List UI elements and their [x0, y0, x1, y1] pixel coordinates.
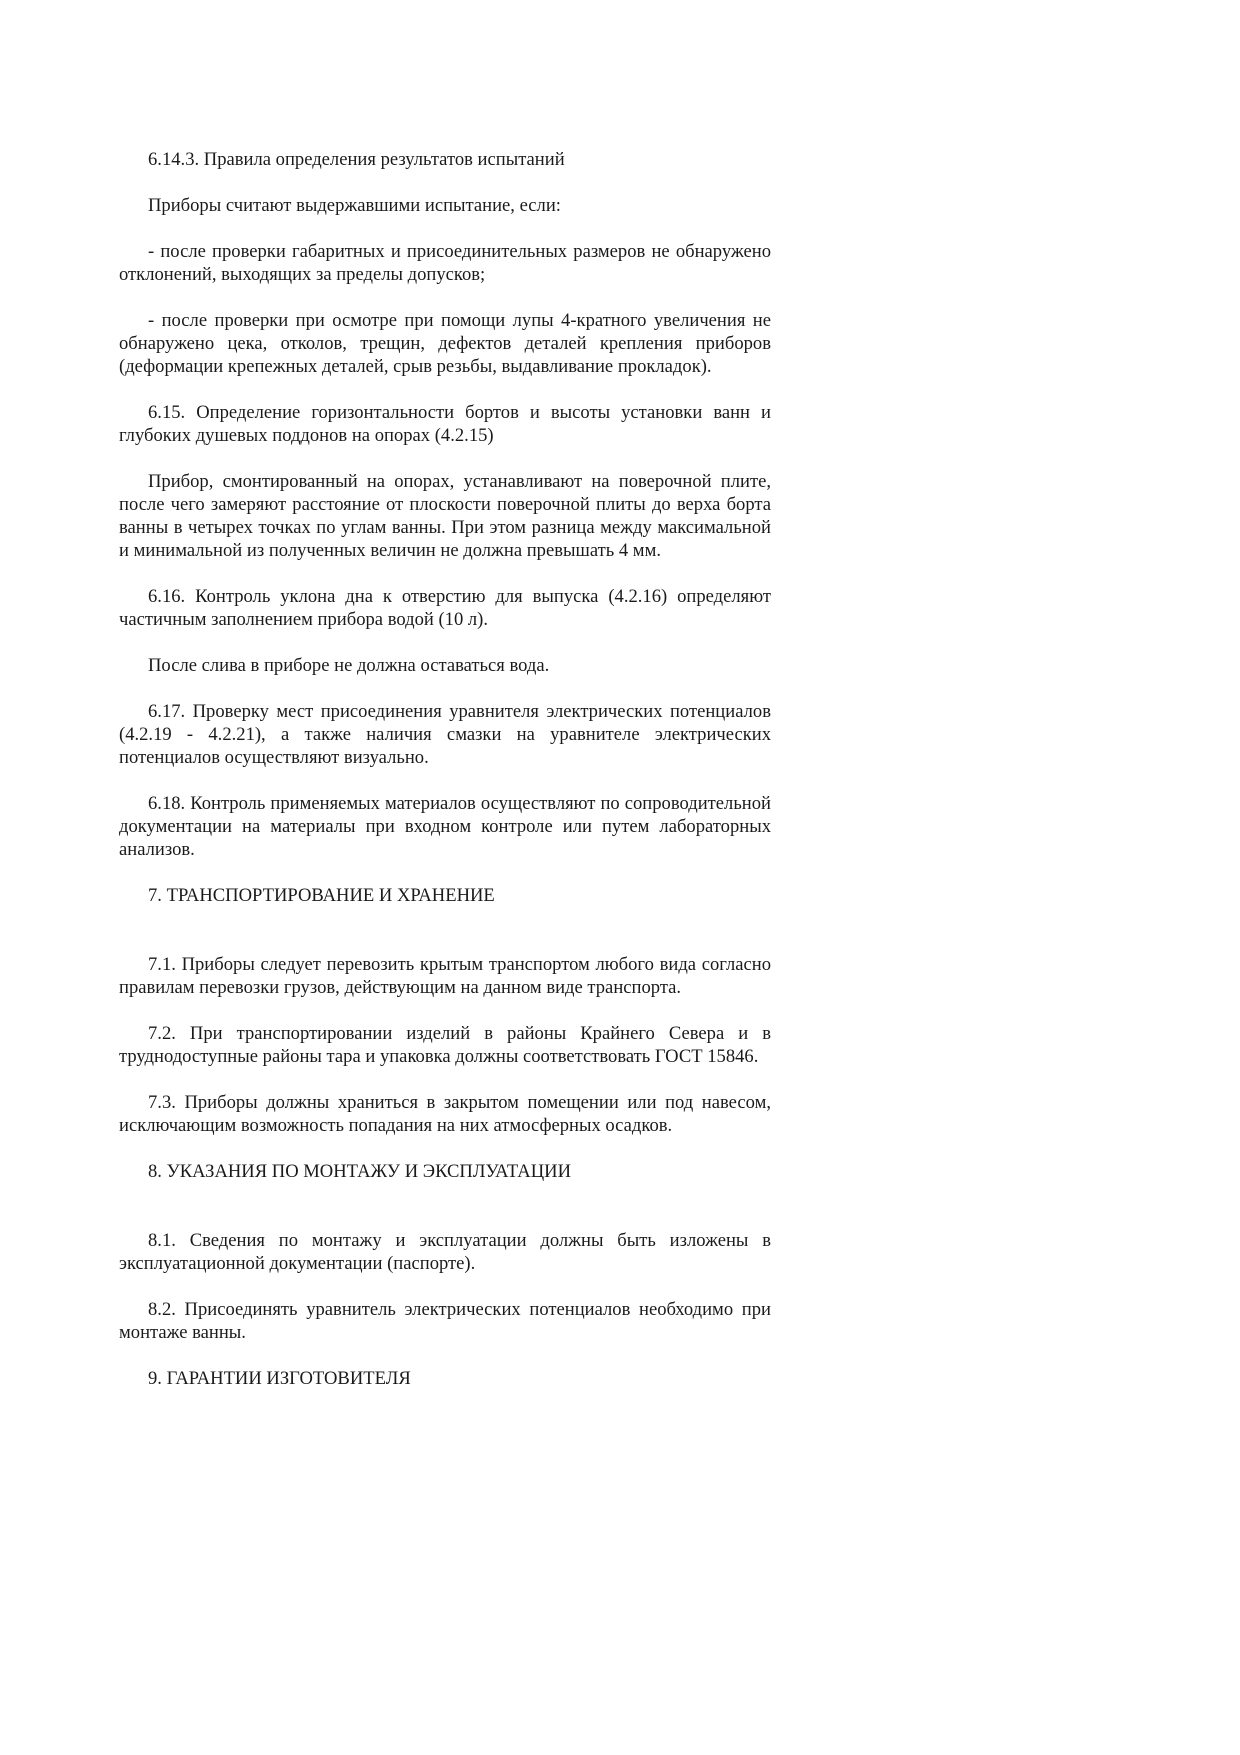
- clause-8-1: 8.1. Сведения по монтажу и эксплуатации должны быть изложены в эксплуатационной документации (паспорте).: [119, 1230, 771, 1274]
- criteria-intro: Приборы считают выдержавшими испытание, если:: [148, 195, 561, 216]
- section-7-heading: 7. ТРАНСПОРТИРОВАНИЕ И ХРАНЕНИЕ: [148, 885, 495, 906]
- clause-6-14-3-title: 6.14.3. Правила определения результатов испытаний: [148, 149, 565, 170]
- clause-6-15: 6.15. Определение горизонтальности бортов и высоты установки ванн и глубоких душевых поддонов на опорах (4.2.15): [119, 402, 771, 446]
- document-page: [119, 148, 771, 1436]
- criteria-item-2: - после проверки при осмотре при помощи лупы 4-кратного увеличения не обнаружено цека, отколов, трещин, дефектов деталей крепления приборов (деформации крепежных деталей, срыв резьбы, выдавливание прокладок).: [119, 310, 771, 377]
- clause-7-1: 7.1. Приборы следует перевозить крытым транспортом любого вида согласно правилам перевозки грузов, действующим на данном виде транспорта.: [119, 954, 771, 998]
- clause-8-2: 8.2. Присоединять уравнитель электрических потенциалов необходимо при монтаже ванны.: [119, 1299, 771, 1343]
- clause-6-17: 6.17. Проверку мест присоединения уравнителя электрических потенциалов (4.2.19 - 4.2.21), а также наличия смазки на уравнителе электрических потенциалов осуществляют визуально.: [119, 701, 771, 768]
- criteria-item-1: - после проверки габаритных и присоединительных размеров не обнаружено отклонений, выходящих за пределы допусков;: [119, 241, 771, 285]
- clause-7-2: 7.2. При транспортировании изделий в районы Крайнего Севера и в труднодоступные районы тара и упаковка должны соответствовать ГОСТ 15846.: [119, 1023, 771, 1067]
- clause-7-3: 7.3. Приборы должны храниться в закрытом помещении или под навесом, исключающим возможность попадания на них атмосферных осадков.: [119, 1092, 771, 1136]
- clause-6-18: 6.18. Контроль применяемых материалов осуществляют по сопроводительной документации на материалы при входном контроле или путем лабораторных анализов.: [119, 793, 771, 860]
- clause-6-16: 6.16. Контроль уклона дна к отверстию для выпуска (4.2.16) определяют частичным заполнением прибора водой (10 л).: [119, 586, 771, 630]
- clause-6-16-body: После слива в приборе не должна оставаться вода.: [148, 655, 550, 676]
- section-9-heading: 9. ГАРАНТИИ ИЗГОТОВИТЕЛЯ: [148, 1368, 411, 1389]
- clause-6-15-body: Прибор, смонтированный на опорах, устанавливают на поверочной плите, после чего замеряют расстояние от плоскости поверочной плиты до верха борта ванны в четырех точках по углам ванны. При этом разница между максимальной и минимальной из полученных величин не должна превышать 4 мм.: [119, 471, 771, 561]
- section-8-heading: 8. УКАЗАНИЯ ПО МОНТАЖУ И ЭКСПЛУАТАЦИИ: [148, 1161, 572, 1182]
